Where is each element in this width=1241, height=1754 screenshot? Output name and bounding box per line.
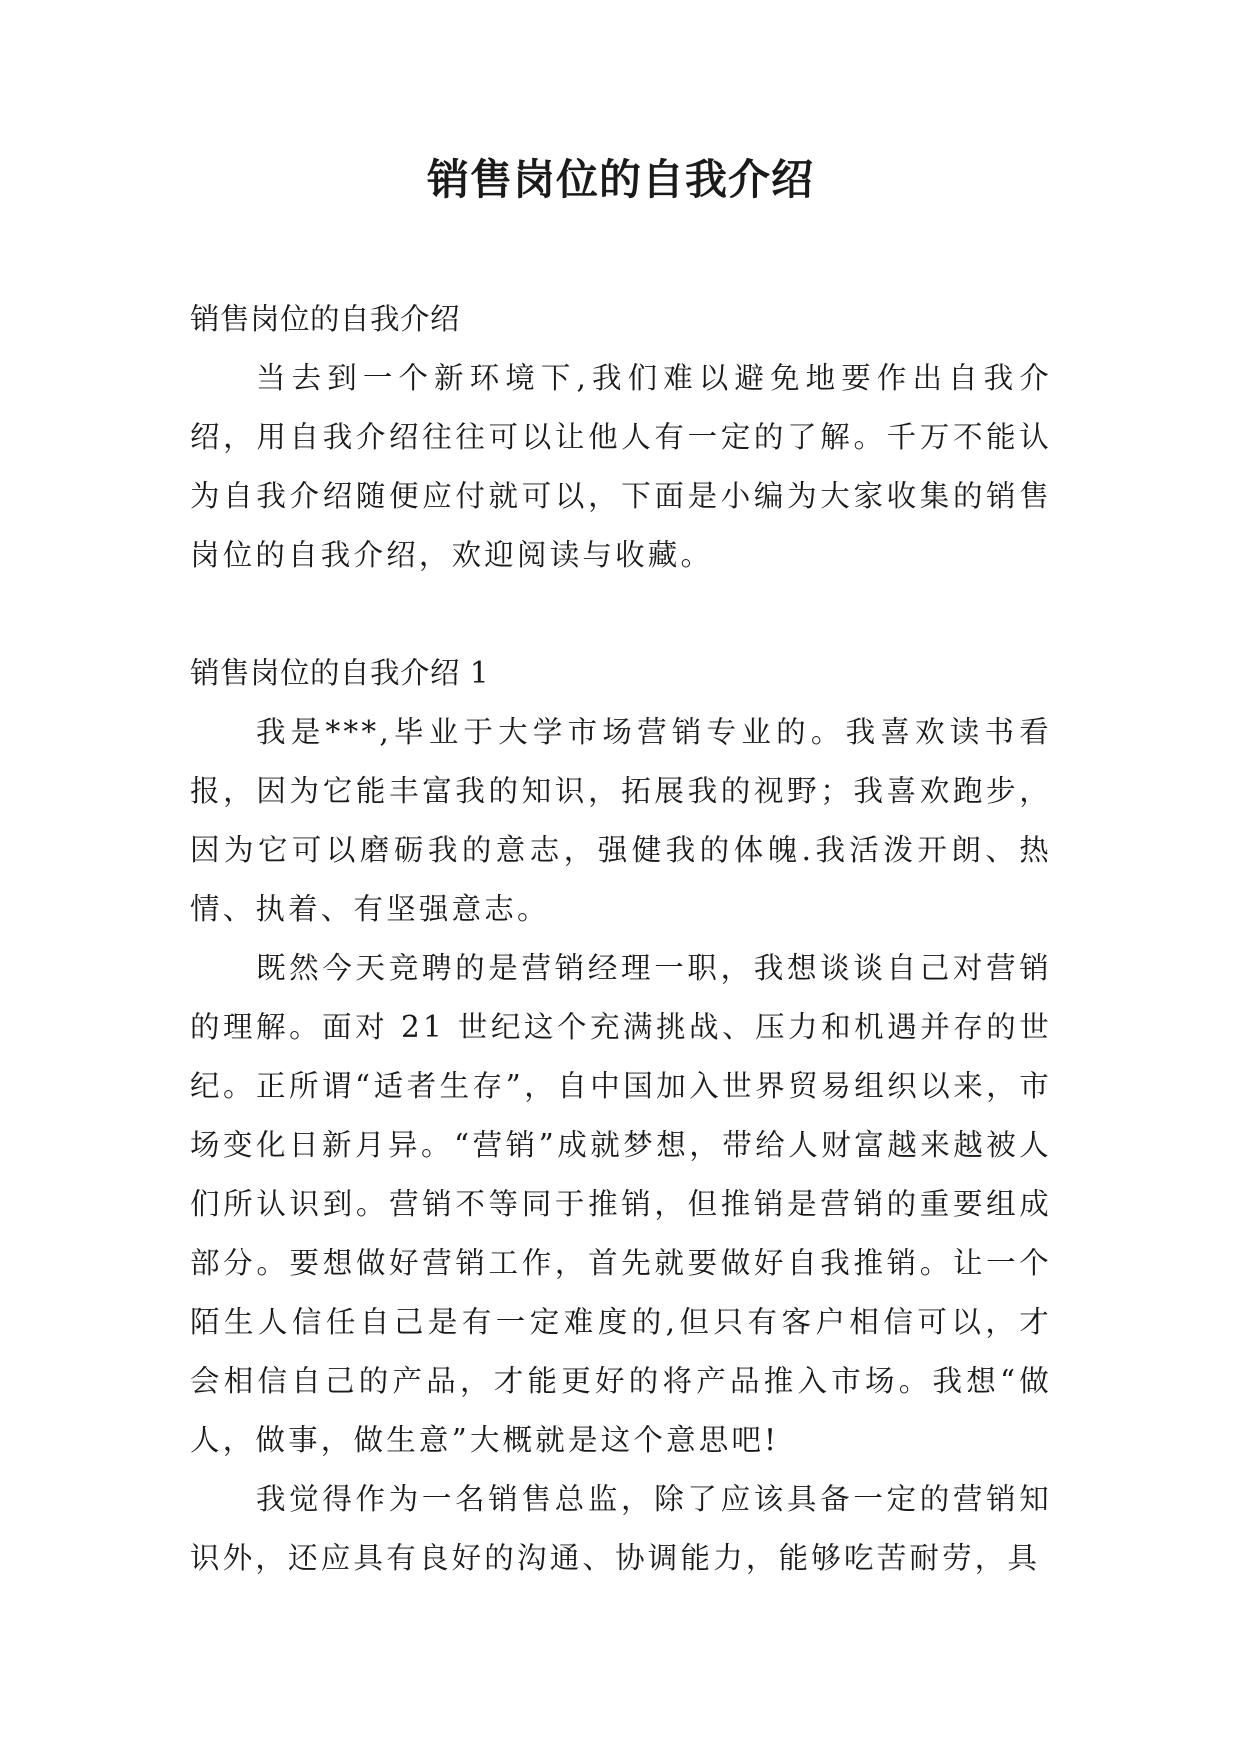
body-paragraph-3: 我觉得作为一名销售总监，除了应该具备一定的营销知识外，还应具有良好的沟通、协调能力，能够吃苦耐劳，具 bbox=[190, 1482, 1052, 1575]
section-spacer bbox=[190, 585, 1052, 644]
document-body bbox=[190, 290, 1052, 1588]
section-heading: 销售岗位的自我介绍 1 bbox=[190, 656, 490, 690]
document-title: 销售岗位的自我介绍 bbox=[426, 155, 814, 204]
intro-heading: 销售岗位的自我介绍 bbox=[190, 302, 461, 336]
body-paragraph-1: 我是***,毕业于大学市场营销专业的。我喜欢读书看报，因为它能丰富我的知识，拓展我的视野；我喜欢跑步，因为它可以磨砺我的意志，强健我的体魄.我活泼开朗、热情、执着、有坚强意志。 bbox=[190, 715, 1052, 926]
body-paragraph-2: 既然今天竞聘的是营销经理一职，我想谈谈自己对营销的理解。面对 21 世纪这个充满挑战、压力和机遇并存的世纪。正所谓“适者生存”，自中国加入世界贸易组织以来，市场变化日新月异。“营销”成就梦想，带给人财富越来越被人们所认识到。营销不等同于推销，但推销是营销的重要组成部分。要想做好营销工作，首先就要做好自我推销。让一个陌生人信任自己是有一定难度的,但只有客户相信可以，才会相信自己的产品，才能更好的将产品推入市场。我想“做人，做事，做生意”大概就是这个意思吧! bbox=[190, 951, 1052, 1457]
intro-paragraph: 当去到一个新环境下,我们难以避免地要作出自我介绍，用自我介绍往往可以让他人有一定的了解。千万不能认为自我介绍随便应付就可以，下面是小编为大家收集的销售岗位的自我介绍，欢迎阅读与收藏。 bbox=[190, 361, 1052, 572]
